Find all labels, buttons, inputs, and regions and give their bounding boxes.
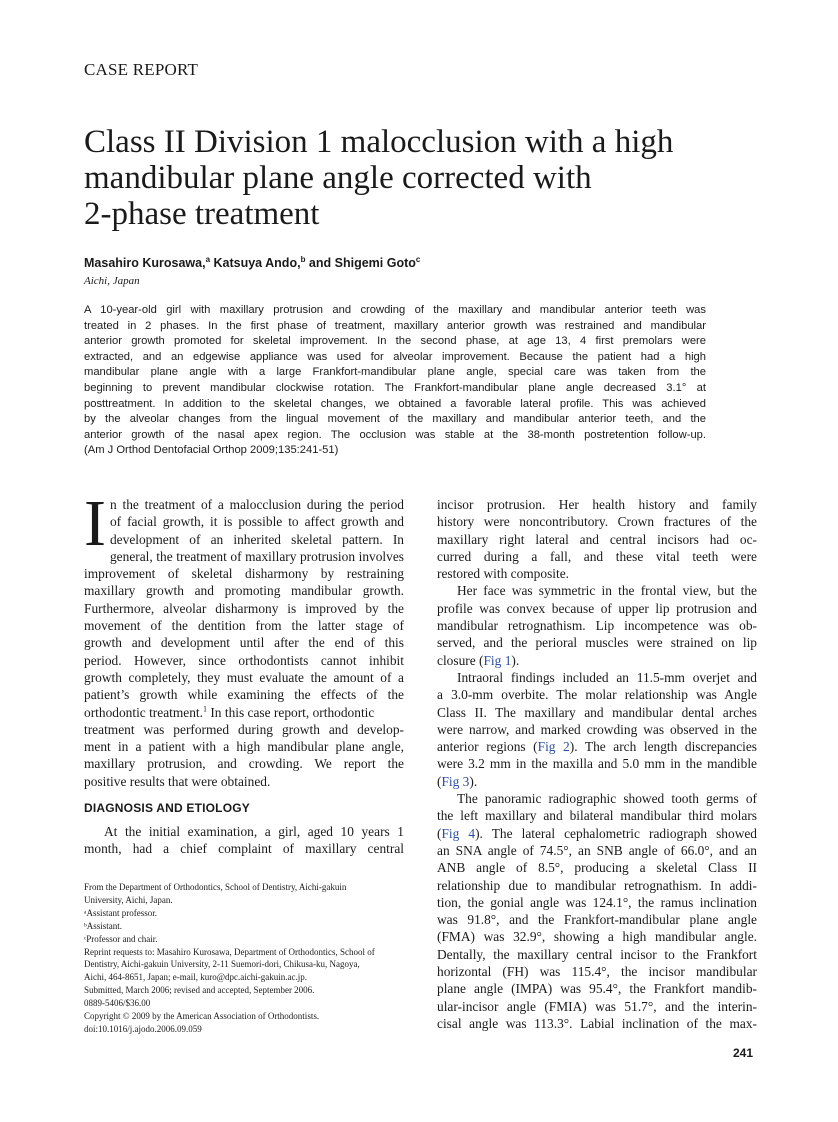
body-line: month, had a chief complaint of maxillary central: [84, 841, 404, 857]
body-line: The panoramic radiographic showed tooth germs of: [457, 791, 757, 807]
body-text: orthodontic treatment.: [84, 704, 203, 720]
body-line-with-figure-link: [437, 652, 757, 669]
body-line: was 91.8°, and the Frankfort-mandibular plane angle: [437, 912, 757, 928]
body-text: In this case report, orthodontic: [207, 704, 375, 720]
author-2: Katsuya Ando,: [210, 256, 301, 271]
reference-marker[interactable]: 1: [203, 704, 207, 714]
footnote-line: ᶜProfessor and chair.: [84, 933, 158, 944]
figure-4-link[interactable]: Fig 4: [441, 825, 476, 841]
body-column-left: [84, 487, 404, 790]
section-heading: DIAGNOSIS AND ETIOLOGY: [84, 801, 250, 815]
body-line: maxillary right lateral and central incisors had oc-: [437, 531, 757, 547]
body-line: incisor protrusion. Her health history and family: [437, 497, 757, 512]
body-line-with-reference: [84, 704, 404, 721]
abstract-line: anterior growth of the nasal apex region. The occlusion was stable at the 38-month postretention follow-up.: [84, 428, 706, 441]
title-line: mandibular plane angle corrected with: [84, 160, 592, 196]
footnote-line: 0889-5406/$36.00: [84, 998, 151, 1009]
author-2-affil: b: [300, 255, 306, 264]
abstract-line: A 10-year-old girl with maxillary protrusion and crowding of the maxillary and mandibular anterior teeth was: [84, 304, 706, 316]
author-3-affil: c: [415, 255, 421, 264]
footnote-line: Dentistry, Aichi-gakuin University, 2-11 Suemori-dori, Chikusa-ku, Nagoya,: [84, 959, 360, 970]
body-line: improvement of skeletal disharmony by restraining: [84, 566, 404, 582]
body-text: ). The lateral cephalometric radiograph showed: [475, 825, 757, 841]
footnote-line: Aichi, 464-8651, Japan; e-mail, kuro@dpc.aichi-gakuin.ac.jp.: [84, 972, 307, 983]
body-line: curred during a fall, and these vital teeth were: [437, 548, 757, 564]
body-text: closure (: [437, 652, 484, 668]
body-line: patient’s growth while examining the effects of the: [84, 687, 404, 703]
body-text: (: [437, 825, 442, 841]
body-line: ular-incisor angle (FMIA) was 51.7°, and the interin-: [437, 998, 757, 1014]
abstract-line: anterior growth promoted for skeletal improvement. In the second phase, at age 13, 4 first premolars were: [84, 335, 706, 348]
body-line: Class II. The maxillary and mandibular dental arches: [437, 704, 757, 720]
body-text: ).: [511, 652, 520, 668]
abstract-line: mandibular plane angle with a large Frankfort-mandibular plane angle, special care was taken from the: [84, 366, 706, 379]
body-line: maxillary protrusion, and crowding. We report the: [84, 756, 404, 772]
body-line: of facial growth, it is possible to affect growth and: [109, 514, 404, 530]
footnote-line: doi:10.1016/j.ajodo.2006.09.059: [84, 1023, 202, 1034]
diagnosis-paragraph: [84, 823, 404, 858]
body-text: ). The arch length discrepancies: [569, 739, 758, 755]
body-line: were narrow, and marked crowding was observed in the: [437, 721, 757, 737]
author-1: Masahiro Kurosawa,: [84, 256, 206, 271]
body-line: treatment was performed during growth and develop-: [84, 721, 404, 737]
footnote-block: [84, 881, 404, 1036]
body-line: tion, the gonial angle was 124.1°, the ramus inclination: [437, 894, 757, 910]
body-line: plane angle (IMPA) was 95.4°, the Frankfort mandib-: [437, 981, 757, 997]
body-line: growth and development until after the end of this: [84, 635, 404, 651]
body-line: period. However, since orthodontists cannot inhibit: [84, 652, 404, 668]
body-line: the left maxillary and bilateral mandibular third molars: [437, 808, 757, 824]
body-line: served, and the perioral muscles were strained on lip: [437, 635, 757, 651]
body-column-right: [437, 496, 757, 1032]
footnote-line: Submitted, March 2006; revised and accepted, September 2006.: [84, 985, 315, 996]
body-text: ).: [469, 773, 478, 789]
body-line: relationship due to mandibular retrognathism. In addi-: [437, 877, 757, 893]
body-line: were 3.2 mm in the maxilla and 5.0 mm in the mandible: [437, 756, 757, 772]
abstract-line: beginning to prevent mandibular clockwise rotation. The Frankfort-mandibular plane angle decreased 3.1° at: [84, 381, 706, 394]
body-line: positive results that were obtained.: [84, 773, 271, 789]
abstract-line: treated in 2 phases. In the first phase of treatment, maxillary anterior growth was restrained and mandibular: [84, 319, 706, 332]
body-text: anterior regions (: [437, 739, 538, 755]
author-1-affil: a: [205, 255, 211, 264]
figure-1-link[interactable]: Fig 1: [483, 652, 512, 668]
body-line: cisal angle was 113.3°. Labial inclination of the max-: [437, 1015, 757, 1031]
figure-3-link[interactable]: Fig 3: [441, 773, 470, 789]
footnote-line: From the Department of Orthodontics, School of Dentistry, Aichi-gakuin: [84, 882, 347, 892]
footnote-line: Copyright © 2009 by the American Association of Orthodontists.: [84, 1011, 320, 1022]
page-number: 241: [733, 1046, 754, 1060]
body-line: a 3.0-mm overbite. The molar relationship was Angle: [437, 687, 757, 703]
title-line: 2-phase treatment: [84, 196, 320, 232]
body-line: Intraoral findings included an 11.5-mm overjet and: [457, 669, 757, 685]
abstract-line: by the alveolar changes from the lingual movement of the maxillary and mandibular anterior teeth, and the: [84, 413, 706, 426]
body-line: Her face was symmetric in the frontal view, but the: [457, 583, 757, 599]
abstract-line: extracted, and an edgewise appliance was used for alveolar improvement. Because the patient had a high: [84, 350, 706, 363]
body-line: movement of the dentition from the latter stage of: [84, 618, 404, 634]
footnote-line: Reprint requests to: Masahiro Kurosawa, Department of Orthodontics, School of: [84, 946, 375, 957]
body-line: horizontal (FH) was 115.4°, the incisor mandibular: [437, 964, 757, 980]
body-line: development of an inherited skeletal pattern. In: [109, 531, 404, 547]
body-line: general, the treatment of maxillary protrusion involves: [109, 548, 404, 564]
drop-cap: I: [84, 487, 106, 560]
body-line: restored with composite.: [437, 566, 570, 582]
title-line: Class II Division 1 malocclusion with a high: [84, 124, 674, 160]
footnote-line: University, Aichi, Japan.: [84, 894, 173, 905]
abstract-line: posttreatment. In addition to the skeletal changes, we obtained a favorable lateral profile. This was achieved: [84, 397, 706, 410]
footnote-line: ᵇAssistant.: [84, 920, 123, 931]
footnote-line: ᵃAssistant professor.: [84, 907, 157, 918]
author-list: [84, 255, 420, 270]
body-line-with-figure-link: [437, 773, 757, 790]
body-line-with-figure-link: [437, 738, 757, 755]
body-line: mandibular retrognathism. Lip incompetence was ob-: [437, 618, 757, 634]
body-line: n the treatment of a malocclusion during the period: [109, 497, 404, 512]
abstract-citation: (Am J Orthod Dentofacial Orthop 2009;135:241-51): [84, 444, 339, 457]
article-title: [84, 124, 764, 232]
body-line: profile was convex because of upper lip protrusion and: [437, 600, 757, 616]
author-3: and Shigemi Goto: [305, 256, 416, 271]
body-line: history were noncontributory. Crown fractures of the: [437, 514, 757, 530]
body-line: growth completely, they must evaluate the amount of a: [84, 669, 404, 685]
body-line: (FMA) was 32.9°, showing a high mandibular angle.: [437, 929, 757, 945]
body-line: Dentally, the maxillary central incisor to the Frankfort: [437, 946, 757, 962]
body-line: maxillary growth and promoting mandibular growth.: [84, 583, 404, 599]
body-line-with-figure-link: [437, 825, 757, 842]
body-text: (: [437, 773, 442, 789]
author-location: Aichi, Japan: [84, 275, 140, 287]
figure-2-link[interactable]: Fig 2: [537, 739, 570, 755]
body-line: an SNA angle of 74.5°, an SNB angle of 66.0°, and an: [437, 842, 757, 858]
body-line: At the initial examination, a girl, aged 10 years 1: [104, 824, 404, 839]
section-kicker: CASE REPORT: [84, 60, 199, 79]
body-line: Furthermore, alveolar disharmony is improved by the: [84, 600, 404, 616]
body-line: ment in a patient with a high mandibular plane angle,: [84, 739, 404, 755]
abstract: [84, 303, 706, 459]
body-line: ANB angle of 8.5°, producing a skeletal Class II: [437, 860, 757, 876]
